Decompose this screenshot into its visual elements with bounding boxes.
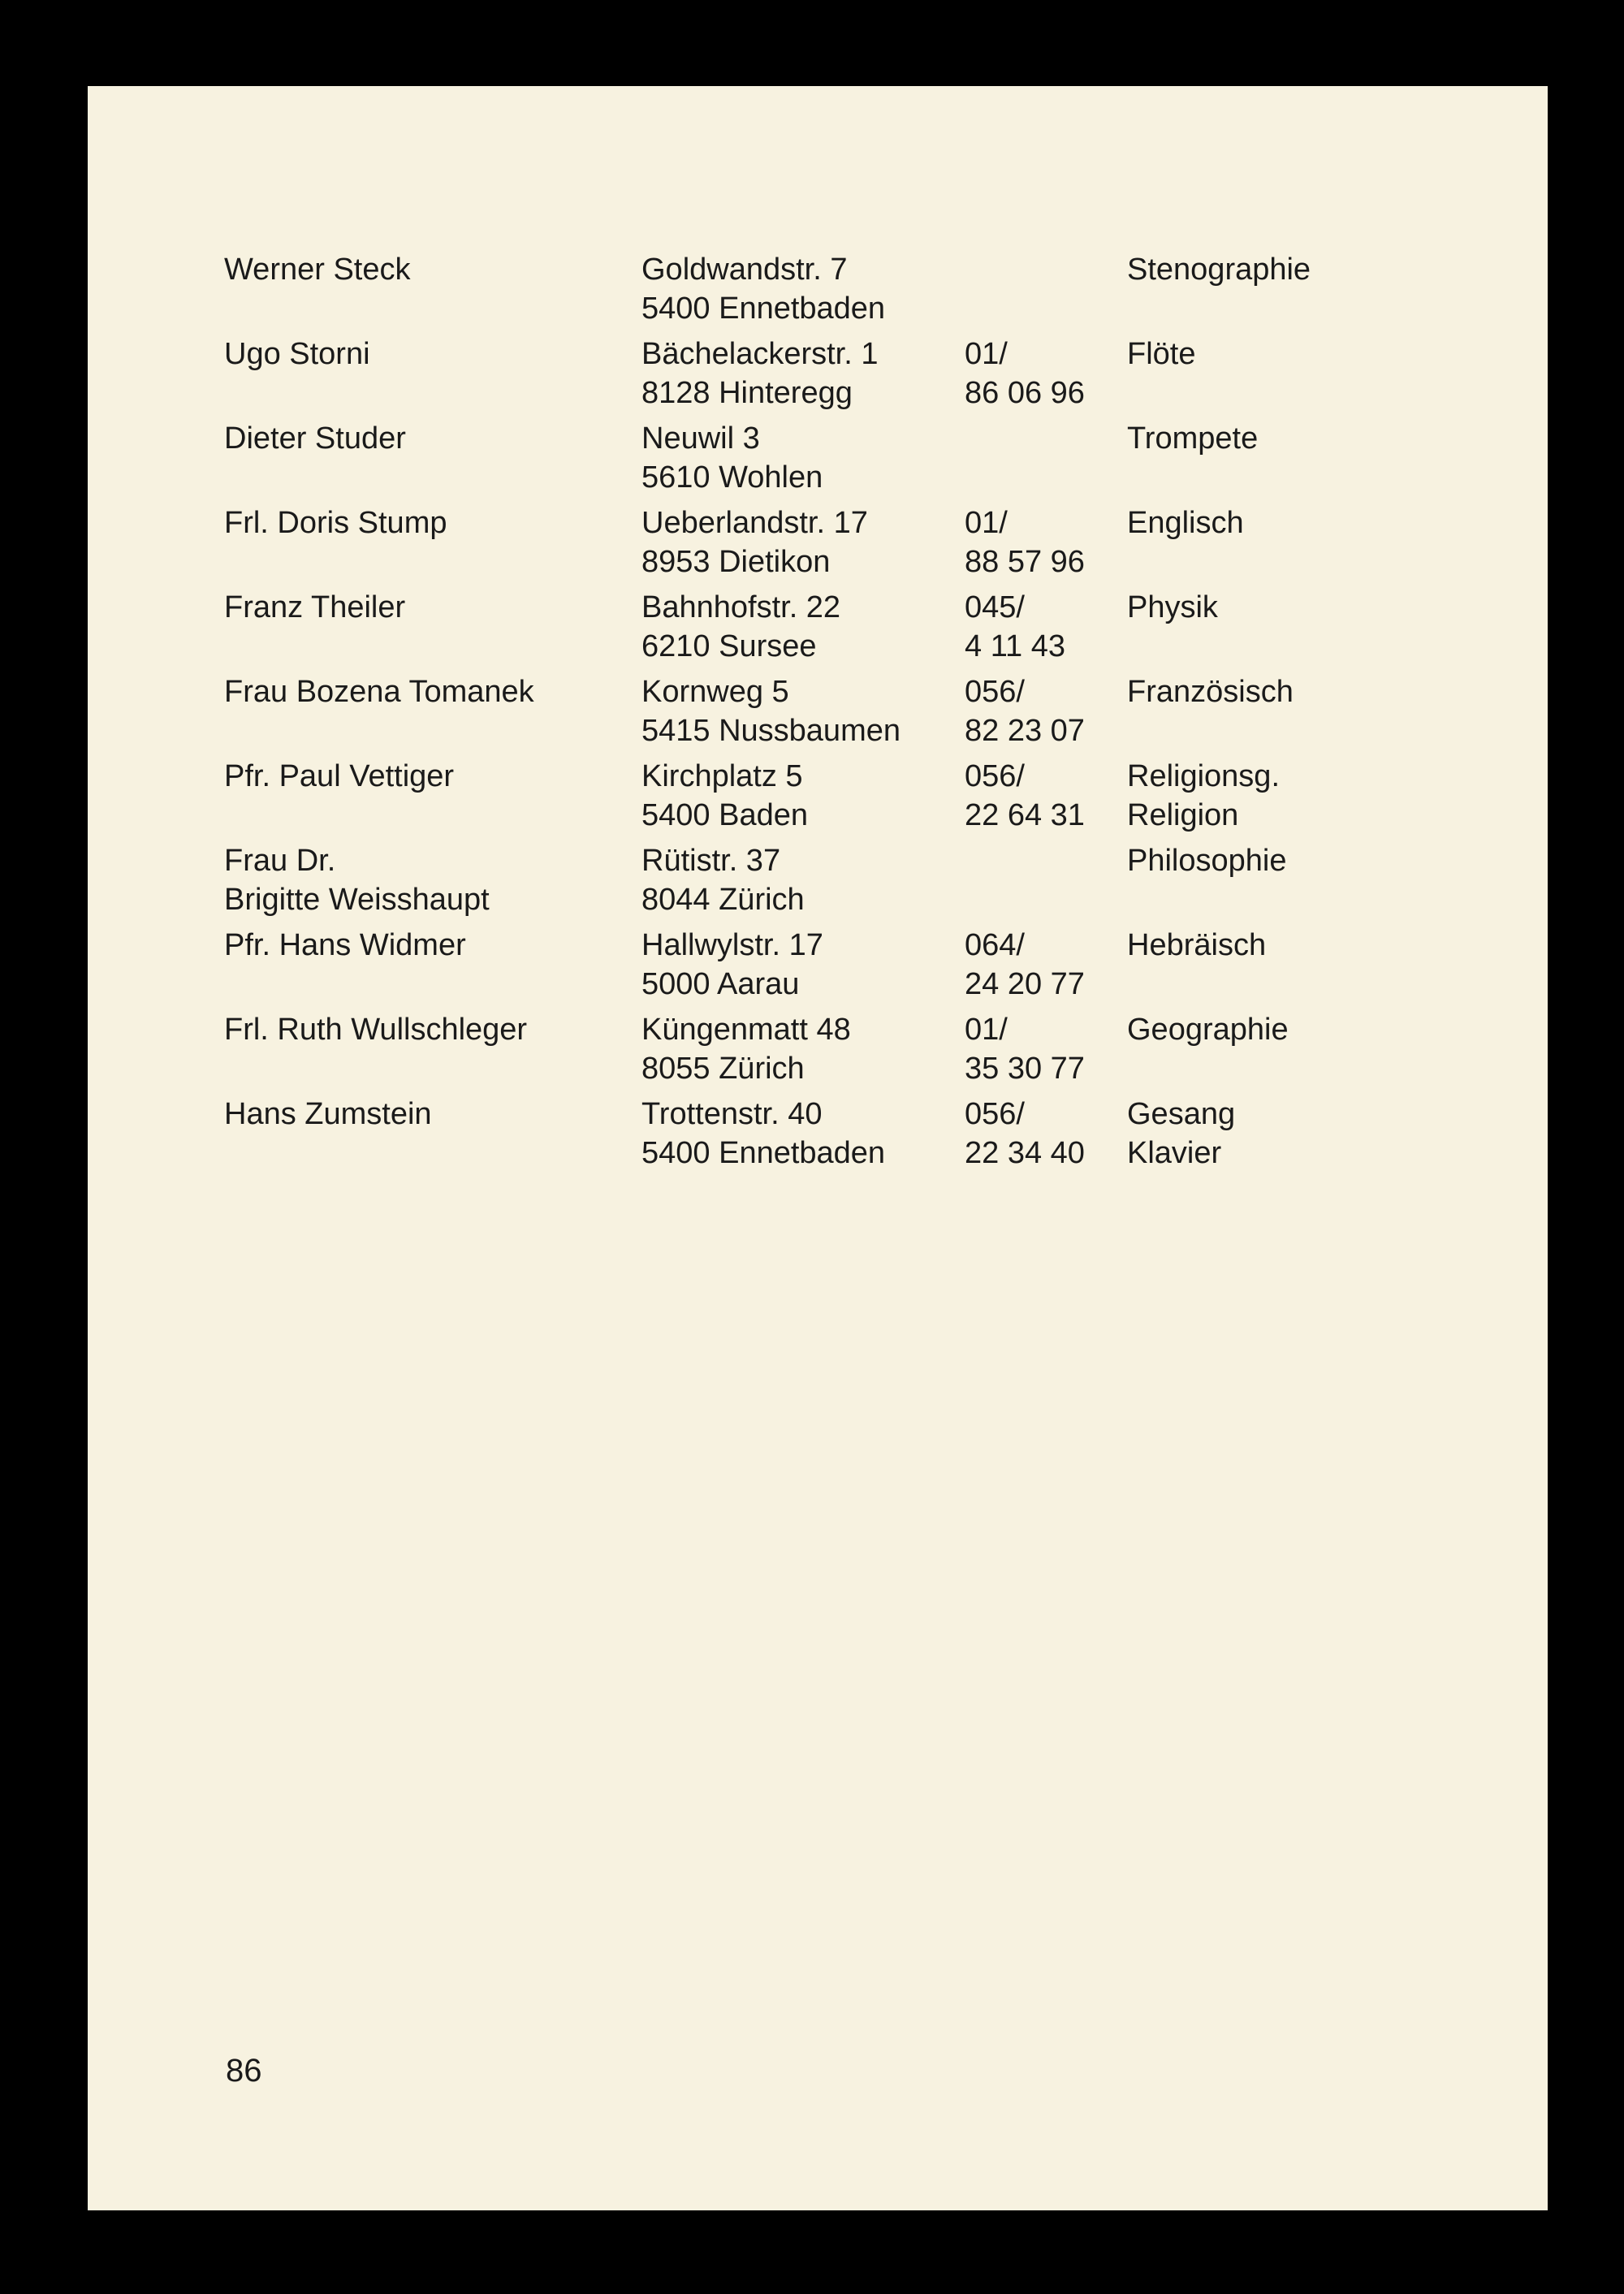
entry-name-line: [224, 542, 447, 581]
directory-entry: [88, 757, 1548, 846]
directory-entry: [88, 1095, 1548, 1184]
entry-phone-number: 4 11 43: [965, 629, 1065, 663]
entry-name: [224, 419, 406, 497]
entry-subject-line: [1127, 374, 1195, 413]
directory-entry: [88, 926, 1548, 1015]
entry-street: Trottenstr. 40: [641, 1097, 823, 1131]
entry-subject: [1127, 419, 1258, 497]
directory-entry: [88, 419, 1548, 508]
entry-subject-line: Flöte: [1127, 337, 1196, 371]
entry-subject-line: Religionsg.: [1127, 759, 1280, 793]
entry-name: [224, 335, 370, 413]
entry-subject: [1127, 672, 1294, 750]
entry-phone: [965, 588, 1065, 666]
entry-phone-number: 35 30 77: [965, 1052, 1085, 1086]
entry-subject: [1127, 926, 1266, 1004]
entry-name: [224, 757, 454, 835]
entry-subject-line: [1127, 1049, 1289, 1088]
entry-subject-line: Trompete: [1127, 421, 1259, 456]
entry-street: Rütistr. 37: [641, 844, 781, 878]
entry-name-line: [224, 796, 454, 835]
entry-subject-line: [1127, 880, 1286, 919]
entry-name-line: Hans Zumstein: [224, 1097, 432, 1131]
entry-phone: [965, 335, 1085, 413]
entry-phone-number: 86 06 96: [965, 376, 1085, 410]
entry-city: 5400 Ennetbaden: [641, 292, 886, 326]
entry-street: Kornweg 5: [641, 675, 789, 709]
entry-street: Hallwylstr. 17: [641, 928, 823, 962]
entry-city: 5400 Ennetbaden: [641, 1136, 886, 1170]
entry-city: 8953 Dietikon: [641, 545, 831, 579]
document-page: [88, 86, 1548, 2210]
entry-address: [641, 588, 840, 666]
page-number: 86: [226, 2053, 262, 2089]
entry-subject-line: [1127, 965, 1266, 1004]
entry-phone-number: 24 20 77: [965, 967, 1085, 1001]
entry-subject-line: [1127, 458, 1258, 497]
entry-city: 5000 Aarau: [641, 967, 800, 1001]
entry-city: 8128 Hinteregg: [641, 376, 853, 410]
entry-city: 5400 Baden: [641, 798, 808, 832]
entry-name: [224, 503, 447, 581]
entry-subject-line: Stenographie: [1127, 253, 1311, 287]
entry-city: 5415 Nussbaumen: [641, 714, 901, 748]
entry-subject-line: [1127, 542, 1244, 581]
entry-subject-line: [1127, 711, 1294, 750]
entry-name-line: Pfr. Paul Vettiger: [224, 759, 455, 793]
entry-subject: [1127, 588, 1218, 666]
entry-name-line: [224, 1134, 432, 1173]
entry-name: [224, 926, 466, 1004]
entry-street: Bahnhofstr. 22: [641, 590, 841, 624]
entry-name: [224, 1010, 527, 1088]
directory-entry: [88, 841, 1548, 931]
entry-subject-line: Religion: [1127, 798, 1239, 832]
directory-entry: [88, 503, 1548, 593]
directory-entry: [88, 588, 1548, 677]
entry-phone-number: 22 34 40: [965, 1136, 1085, 1170]
entry-address: [641, 419, 823, 497]
directory-entry: [88, 335, 1548, 424]
entry-phone-area: 056/: [965, 1097, 1025, 1131]
entry-address: [641, 1095, 885, 1173]
entry-subject: [1127, 335, 1195, 413]
entry-subject: [1127, 1095, 1235, 1173]
entry-subject: [1127, 841, 1286, 919]
entry-name: [224, 1095, 432, 1173]
directory-entry: [88, 250, 1548, 339]
entry-address: [641, 672, 901, 750]
entry-name-line: [224, 965, 466, 1004]
entry-phone: [965, 503, 1085, 581]
directory-entry: [88, 672, 1548, 762]
entry-phone-area: 064/: [965, 928, 1025, 962]
entry-address: [641, 1010, 851, 1088]
entry-subject: [1127, 1010, 1289, 1088]
entry-name-line: Frau Bozena Tomanek: [224, 675, 534, 709]
entry-address: [641, 926, 823, 1004]
entry-subject-line: Physik: [1127, 590, 1218, 624]
entry-phone-area: 01/: [965, 506, 1008, 540]
entry-subject: [1127, 503, 1244, 581]
entry-name-line: Werner Steck: [224, 253, 411, 287]
entry-name-line: [224, 374, 370, 413]
entry-subject-line: Gesang: [1127, 1097, 1236, 1131]
entry-address: [641, 757, 808, 835]
entry-phone: [965, 757, 1085, 835]
entry-phone-area: 01/: [965, 1013, 1008, 1047]
directory-entry: [88, 1010, 1548, 1099]
entry-subject-line: Englisch: [1127, 506, 1244, 540]
entry-subject: [1127, 757, 1280, 835]
entry-address: [641, 841, 805, 919]
entry-phone-area: 056/: [965, 759, 1025, 793]
entry-name-line: Frl. Ruth Wullschleger: [224, 1013, 528, 1047]
entry-name-line: Brigitte Weisshaupt: [224, 883, 490, 917]
entry-name: [224, 588, 405, 666]
entry-phone-number: 22 64 31: [965, 798, 1085, 832]
entry-phone: [965, 1095, 1085, 1173]
entry-street: Ueberlandstr. 17: [641, 506, 868, 540]
entry-city: 6210 Sursee: [641, 629, 817, 663]
entry-subject-line: Französisch: [1127, 675, 1294, 709]
entry-name-line: [224, 1049, 527, 1088]
entry-subject-line: [1127, 627, 1218, 666]
entry-phone-area: 045/: [965, 590, 1025, 624]
entry-street: Küngenmatt 48: [641, 1013, 851, 1047]
entry-subject-line: Hebräisch: [1127, 928, 1267, 962]
entry-phone: [965, 672, 1085, 750]
entry-name-line: [224, 627, 405, 666]
entry-subject-line: Philosophie: [1127, 844, 1287, 878]
entry-address: [641, 335, 878, 413]
entry-name: [224, 250, 410, 328]
entry-name-line: [224, 289, 410, 328]
entry-phone-area: 056/: [965, 675, 1025, 709]
entry-phone: [965, 926, 1085, 1004]
entry-name-line: Frl. Doris Stump: [224, 506, 447, 540]
entry-name: [224, 672, 534, 750]
entry-street: Bächelackerstr. 1: [641, 337, 879, 371]
entry-city: 8044 Zürich: [641, 883, 805, 917]
entry-subject-line: [1127, 289, 1311, 328]
entry-street: Kirchplatz 5: [641, 759, 803, 793]
entry-name-line: Pfr. Hans Widmer: [224, 928, 466, 962]
entry-address: [641, 503, 868, 581]
entry-name-line: Frau Dr.: [224, 844, 336, 878]
entry-phone-number: 88 57 96: [965, 545, 1085, 579]
entry-street: Goldwandstr. 7: [641, 253, 848, 287]
entry-subject: [1127, 250, 1311, 328]
entry-street: Neuwil 3: [641, 421, 760, 456]
entry-name-line: [224, 458, 406, 497]
entry-name-line: [224, 711, 534, 750]
entry-name-line: Ugo Storni: [224, 337, 370, 371]
entry-name-line: Franz Theiler: [224, 590, 406, 624]
entry-name-line: Dieter Studer: [224, 421, 406, 456]
entry-city: 5610 Wohlen: [641, 460, 823, 495]
entry-name: [224, 841, 490, 919]
entry-phone: [965, 1010, 1085, 1088]
entry-phone-area: 01/: [965, 337, 1008, 371]
entry-subject-line: Geographie: [1127, 1013, 1289, 1047]
entry-phone-number: 82 23 07: [965, 714, 1085, 748]
entry-city: 8055 Zürich: [641, 1052, 805, 1086]
entry-address: [641, 250, 885, 328]
entry-subject-line: Klavier: [1127, 1136, 1222, 1170]
